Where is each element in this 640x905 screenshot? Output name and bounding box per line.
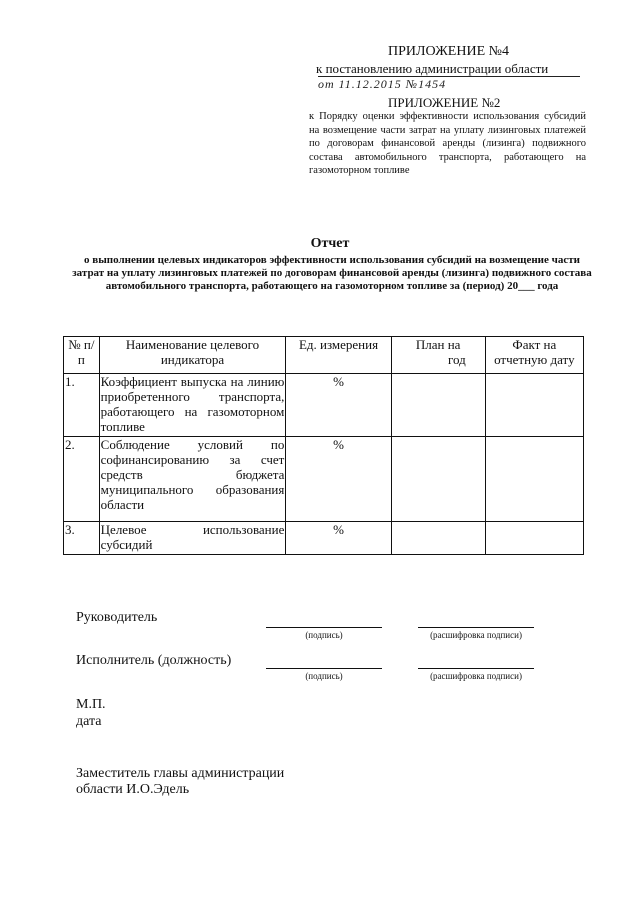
appendix4-title: ПРИЛОЖЕНИЕ №4 [388, 44, 509, 59]
header-plan-line1: План на [415, 337, 461, 352]
table-header-row [64, 337, 584, 374]
header-name: Наименование целевого индикатора [99, 337, 286, 374]
report-title: Отчет [310, 236, 350, 251]
executor-decoding-caption: (расшифровка подписи) [430, 671, 522, 681]
header-num: № п/п [64, 337, 100, 374]
row-plan [391, 374, 485, 437]
header-unit: Ед. измерения [286, 337, 391, 374]
head-signature-line [266, 627, 382, 628]
row-num: 1. [64, 374, 100, 437]
stamp-mp: М.П. [76, 697, 106, 712]
header-plan [391, 337, 485, 374]
deputy-line1: Заместитель главы администрации [76, 766, 285, 781]
row-plan [391, 522, 485, 555]
row-fact [485, 522, 583, 555]
row-num: 2. [64, 437, 100, 522]
appendix2-title: ПРИЛОЖЕНИЕ №2 [388, 95, 501, 110]
row-name: Соблюдение условий по софинансированию за счет средств бюджета муниципального образования области [99, 437, 286, 522]
row-unit: % [286, 437, 391, 522]
row-fact [485, 374, 583, 437]
executor-signature-line [266, 668, 382, 669]
table-row [64, 522, 584, 555]
head-label: Руководитель [76, 610, 158, 625]
row-unit: % [286, 522, 391, 555]
indicators-table [63, 336, 584, 555]
table-row [64, 374, 584, 437]
header-plan-line2: год [447, 352, 466, 367]
appendix4-subtitle: к постановлению администрации области [316, 61, 549, 76]
executor-label: Исполнитель (должность) [76, 653, 232, 668]
row-fact [485, 437, 583, 522]
head-signature-caption: (подпись) [305, 630, 343, 640]
row-unit: % [286, 374, 391, 437]
stamp-date: дата [76, 714, 102, 729]
deputy-line2: области И.О.Эдель [76, 782, 190, 797]
head-decoding-line [418, 627, 534, 628]
report-subtitle: о выполнении целевых индикаторов эффективности использования субсидий на возмещение части затрат на уплату лизинговых платежей по договорам финансовой аренды (лизинга) подвижного состава автомобильного транспорта, работающего на газомоторном топливе за (период) 20___ года [72, 254, 592, 292]
row-name: Коэффициент выпуска на линию приобретенного транспорта, работающего на газомоторном топливе [99, 374, 286, 437]
executor-signature-caption: (подпись) [305, 671, 343, 681]
handwritten-date: от 11.12.2015 №1454 [318, 76, 580, 92]
executor-decoding-line [418, 668, 534, 669]
head-decoding-caption: (расшифровка подписи) [430, 630, 522, 640]
header-fact: Факт на отчетную дату [485, 337, 583, 374]
row-num: 3. [64, 522, 100, 555]
deputy-block [76, 766, 284, 798]
table-row [64, 437, 584, 522]
row-plan [391, 437, 485, 522]
stamp-block [76, 696, 106, 730]
row-name: Целевое использование субсидий [99, 522, 286, 555]
appendix2-text: к Порядку оценки эффективности использования субсидий на возмещение части затрат на уплату лизинговых платежей по договорам финансовой аренды (лизинга) подвижного состава автомобильного транспорта, работающего на газомоторном топливе [309, 111, 586, 176]
